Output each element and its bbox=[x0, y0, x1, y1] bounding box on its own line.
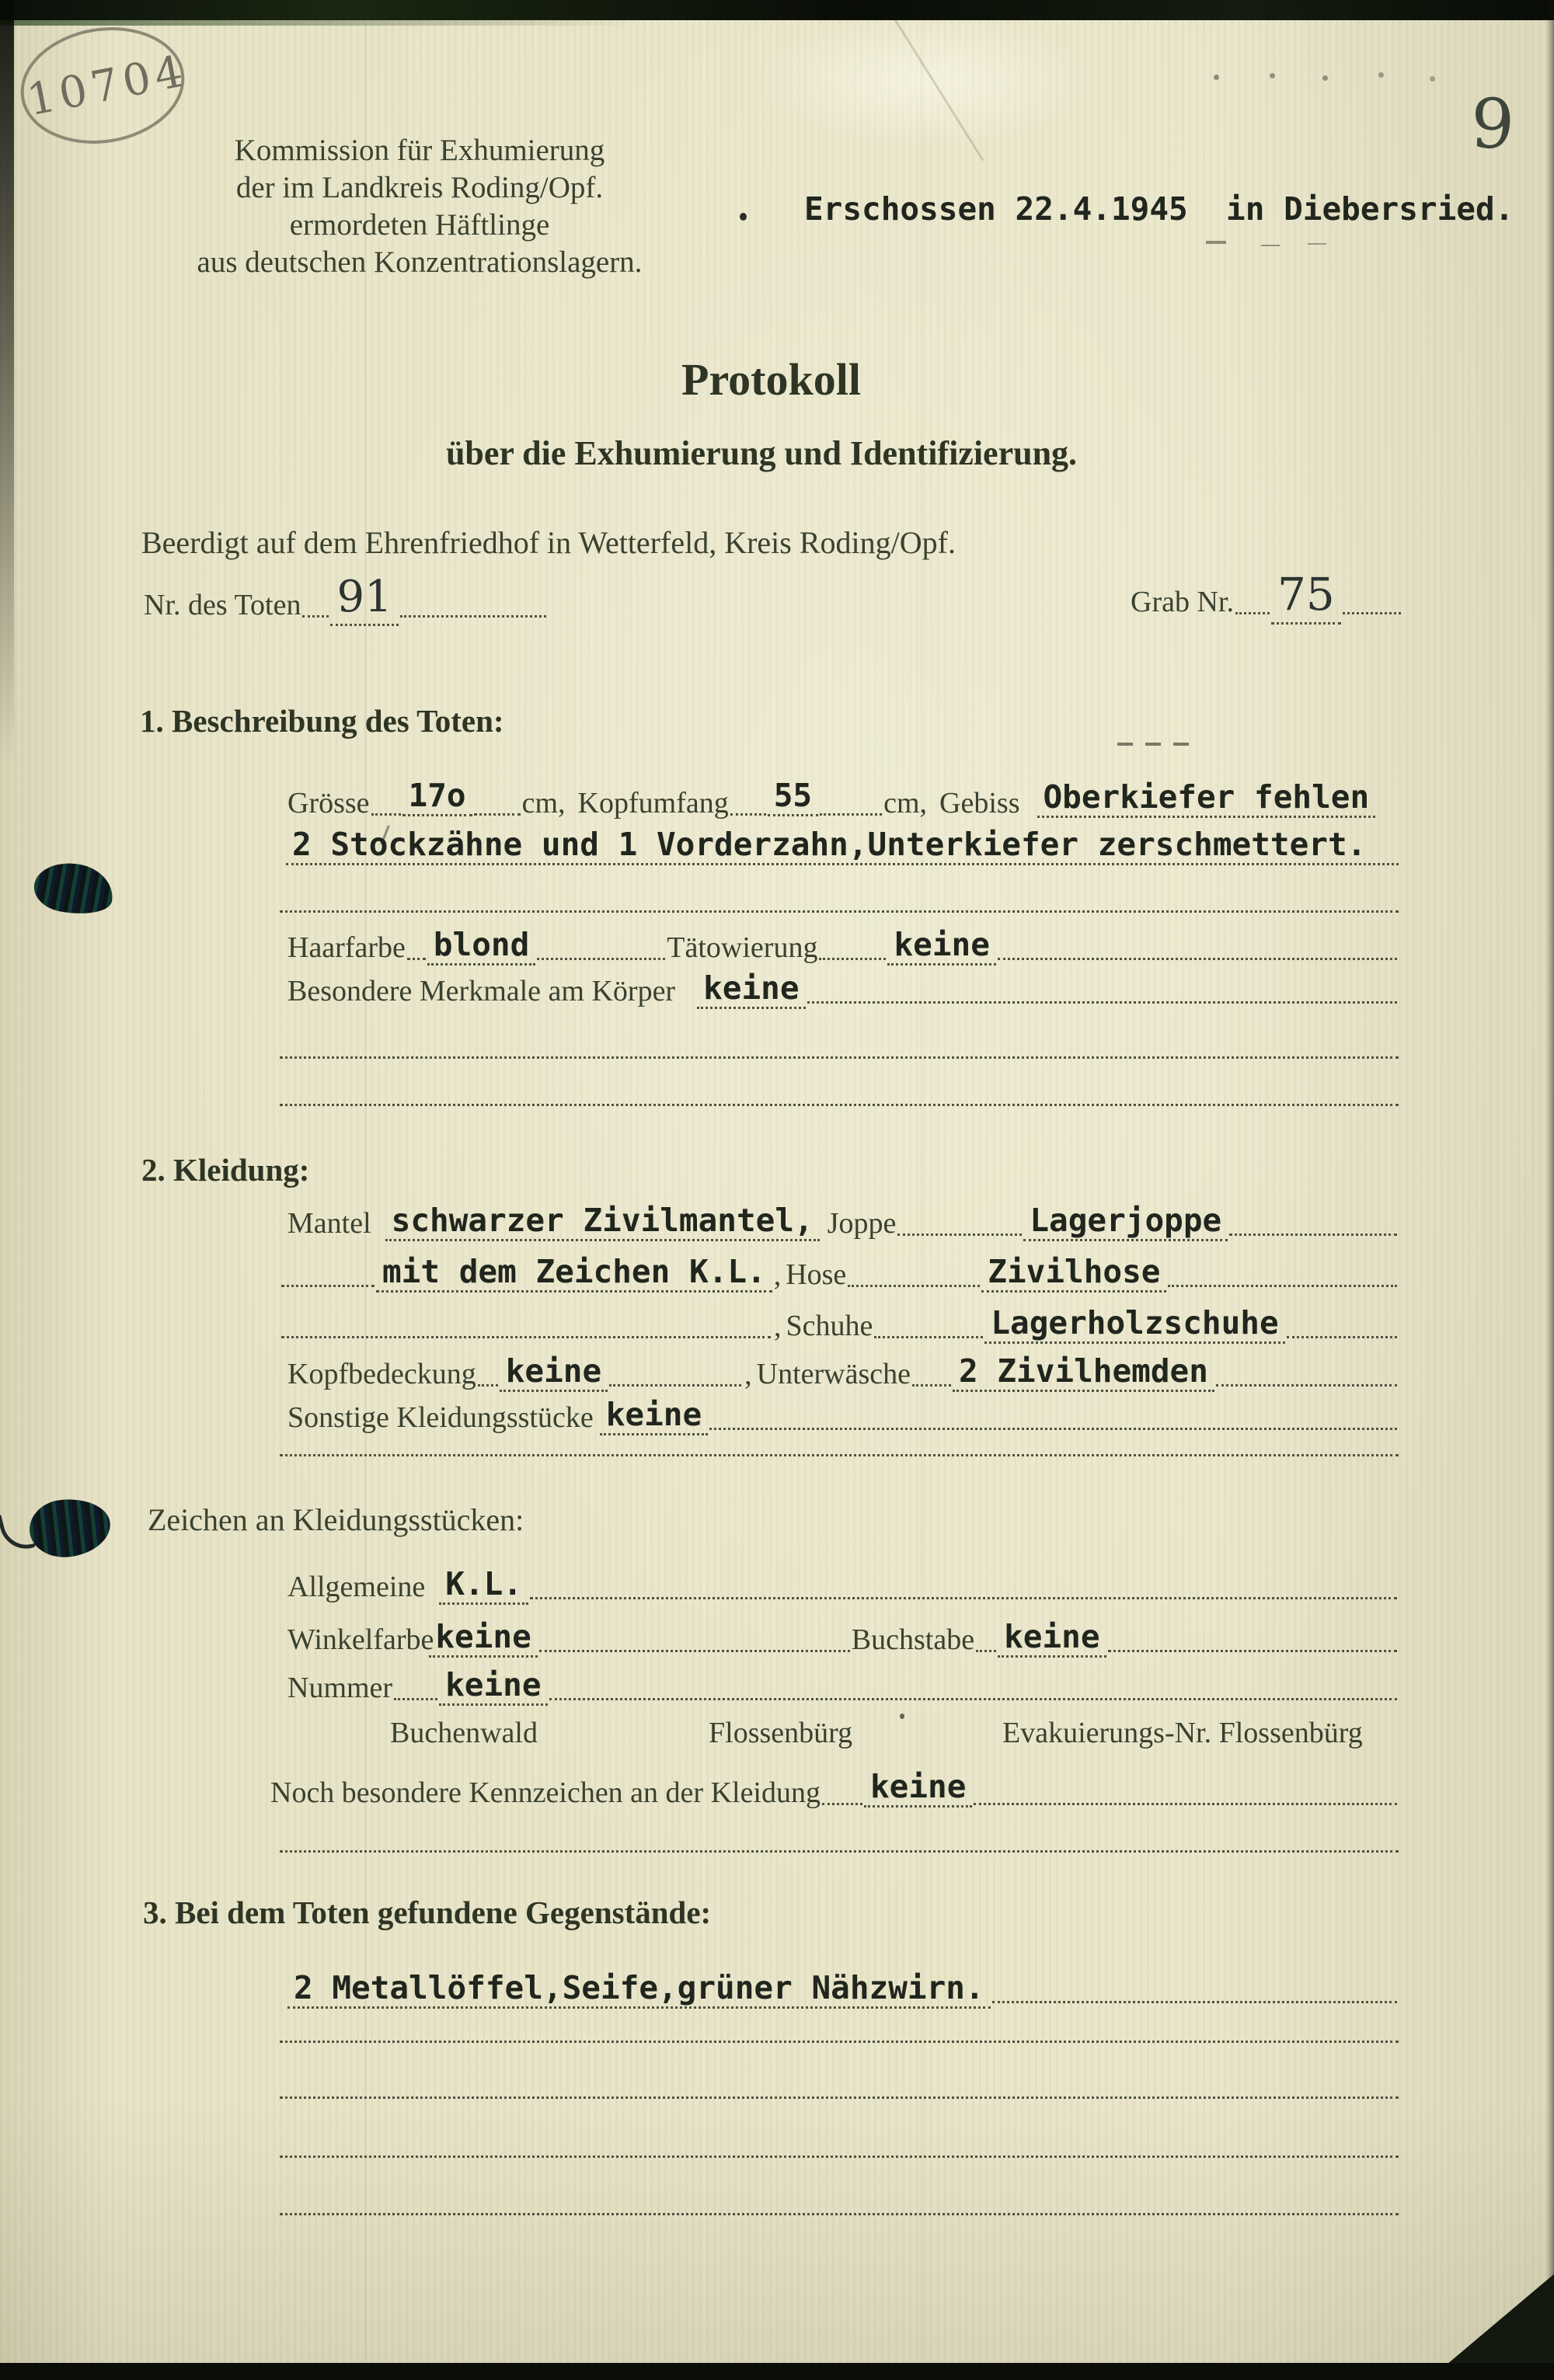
dotted-leader bbox=[1229, 1233, 1397, 1236]
section1-heading: 1. Beschreibung des Toten: bbox=[140, 703, 504, 739]
shoes-value: Lagerholzschuhe bbox=[984, 1307, 1284, 1344]
tattoo-value: keine bbox=[887, 928, 995, 966]
dotted-leader bbox=[371, 813, 401, 816]
dead-number-value: 91 bbox=[330, 572, 398, 626]
separator-dotted-line bbox=[280, 1104, 1399, 1106]
burial-line: Beerdigt auf dem Ehrenfriedhof in Wetterfeld, Kreis Roding/Opf. bbox=[141, 525, 956, 560]
film-edge-top-tint bbox=[0, 20, 855, 26]
typed-period-mark bbox=[740, 213, 747, 221]
dotted-leader bbox=[407, 958, 426, 960]
coat-value: schwarzer Zivilmantel, bbox=[385, 1204, 820, 1241]
height-label: Grösse bbox=[287, 787, 370, 820]
hair-color-value: blond bbox=[427, 928, 535, 966]
ink-blot bbox=[26, 1495, 113, 1561]
triangle-color-value: keine bbox=[429, 1620, 537, 1658]
dotted-leader bbox=[912, 1384, 951, 1387]
dotted-leader bbox=[281, 1336, 771, 1338]
jacket-value: Lagerjoppe bbox=[1023, 1204, 1228, 1241]
letter-value: keine bbox=[998, 1620, 1106, 1658]
trousers-label: Hose bbox=[786, 1258, 847, 1292]
dotted-leader bbox=[874, 1336, 983, 1338]
dotted-leader bbox=[819, 958, 886, 960]
document-subtitle: über die Exhumierung und Identifizierung. bbox=[445, 434, 1078, 472]
triangle-color-label: Winkelfarbe bbox=[287, 1623, 434, 1657]
letter-label: Buchstabe bbox=[851, 1623, 975, 1657]
section3-heading: 3. Bei dem Toten gefundene Gegenstände: bbox=[143, 1895, 712, 1930]
separator-dotted-line bbox=[280, 1056, 1399, 1059]
section2-heading: 2. Kleidung: bbox=[141, 1152, 310, 1188]
dotted-leader bbox=[474, 813, 521, 816]
special-marks-value: keine bbox=[864, 1770, 972, 1808]
dotted-leader bbox=[998, 958, 1397, 960]
dotted-leader bbox=[478, 1384, 498, 1387]
dotted-leader bbox=[539, 1650, 850, 1652]
camp-evacuation-label: Evakuierungs-Nr. Flossenbürg bbox=[1002, 1717, 1363, 1749]
jacket-label: Joppe bbox=[827, 1207, 897, 1240]
comma-mark: , bbox=[774, 1310, 782, 1343]
dotted-leader bbox=[848, 1285, 980, 1287]
dotted-leader bbox=[730, 813, 766, 816]
underwear-value: 2 Zivilhemden bbox=[953, 1355, 1214, 1392]
film-edge-right bbox=[1546, 0, 1554, 2380]
headgear-label: Kopfbedeckung bbox=[287, 1358, 476, 1391]
cm-unit: cm, bbox=[883, 787, 928, 820]
coat-value-line2: mit dem Zeichen K.L. bbox=[376, 1255, 772, 1293]
special-marks-row bbox=[270, 1769, 1399, 1811]
underwear-label: Unterwäsche bbox=[756, 1358, 911, 1391]
grave-number-row bbox=[1131, 568, 1402, 621]
empty-dotted-line bbox=[280, 2156, 1399, 2158]
head-circumference-label: Kopfumfang bbox=[577, 787, 729, 820]
dotted-leader bbox=[974, 1803, 1397, 1805]
letterhead-line: der im Landkreis Roding/Opf. bbox=[235, 171, 604, 204]
dotted-leader bbox=[537, 958, 665, 960]
body-marks-value: keine bbox=[697, 972, 805, 1009]
separator-dotted-line bbox=[280, 1454, 1399, 1456]
dotted-leader bbox=[976, 1650, 996, 1652]
dead-number-label: Nr. des Toten bbox=[144, 589, 301, 622]
coat-label: Mantel bbox=[287, 1207, 371, 1240]
typed-dot-mark bbox=[900, 1714, 904, 1719]
general-marks-row bbox=[287, 1563, 1399, 1605]
teeth-label: Gebiss bbox=[939, 787, 1020, 820]
height-value: 17o bbox=[402, 779, 472, 816]
document-title: Protokoll bbox=[681, 354, 861, 405]
empty-dotted-line bbox=[280, 2213, 1399, 2215]
dotted-leader bbox=[1235, 612, 1270, 614]
letterhead-line: aus deutschen Konzentrationslagern. bbox=[197, 245, 643, 279]
number-value: keine bbox=[439, 1668, 547, 1706]
comma-mark: , bbox=[773, 1259, 782, 1292]
hair-tattoo-row bbox=[287, 924, 1399, 966]
dotted-leader bbox=[822, 1803, 862, 1805]
other-clothing-label: Sonstige Kleidungsstücke bbox=[287, 1401, 594, 1435]
coat2-hose-row bbox=[280, 1251, 1399, 1293]
number-label: Nummer bbox=[287, 1672, 393, 1705]
teeth-value: Oberkiefer fehlen bbox=[1037, 781, 1376, 818]
dotted-leader bbox=[394, 1698, 437, 1700]
dead-number-row bbox=[144, 572, 548, 623]
headgear-value: keine bbox=[500, 1355, 608, 1392]
paper-bright-patch bbox=[754, 14, 1096, 146]
letterhead-line: Kommission für Exhumierung bbox=[234, 134, 605, 167]
number-row bbox=[287, 1664, 1399, 1706]
grave-number-label: Grab Nr. bbox=[1131, 586, 1234, 619]
typed-death-note: Erschossen 22.4.1945 in Diebersried. bbox=[804, 190, 1514, 228]
dotted-leader bbox=[1108, 1650, 1397, 1652]
special-marks-label: Noch besondere Kennzeichen an der Kleidung bbox=[270, 1776, 821, 1810]
dotted-leader bbox=[549, 1698, 1398, 1700]
marks-heading: Zeichen an Kleidungsstücken: bbox=[148, 1502, 524, 1537]
comma-mark: , bbox=[744, 1359, 752, 1391]
dotted-leader bbox=[1287, 1336, 1397, 1338]
dotted-leader bbox=[820, 813, 882, 816]
dotted-leader bbox=[400, 615, 546, 618]
found-objects-value: 2 Metallöffel,Seife,grüner Nähzwirn. bbox=[287, 1971, 991, 2009]
teeth-value-line2: 2 Stockzähne und 1 Vorderzahn,Unterkiefer zerschmettert. bbox=[286, 828, 1399, 865]
grave-number-value: 75 bbox=[1271, 568, 1341, 625]
other-clothing-row bbox=[287, 1394, 1399, 1435]
page-corner-shadow bbox=[1447, 2273, 1554, 2364]
tattoo-label: Tätowierung bbox=[667, 931, 818, 965]
stamp-number: 10704 bbox=[23, 45, 192, 127]
trousers-value: Zivilhose bbox=[981, 1255, 1166, 1293]
letterhead bbox=[162, 132, 678, 281]
teeth-continuation-row bbox=[286, 823, 1399, 865]
general-marks-value: K.L. bbox=[439, 1568, 528, 1605]
found-objects-row bbox=[287, 1967, 1399, 2009]
empty-dotted-line bbox=[280, 2096, 1399, 2099]
triangle-color-row bbox=[287, 1616, 1399, 1658]
dotted-leader bbox=[1343, 612, 1401, 614]
dotted-leader bbox=[530, 1597, 1397, 1599]
film-edge-top bbox=[0, 0, 1554, 20]
dotted-leader bbox=[709, 1428, 1397, 1430]
separator-dotted-line bbox=[280, 1850, 1399, 1853]
body-marks-row bbox=[287, 967, 1399, 1009]
other-clothing-value: keine bbox=[600, 1398, 708, 1435]
headgear-underwear-row bbox=[287, 1350, 1399, 1392]
camp-flossenbuerg-label: Flossenbürg bbox=[709, 1717, 853, 1749]
separator-dotted-line bbox=[280, 910, 1399, 913]
dotted-leader bbox=[1216, 1384, 1397, 1387]
film-edge-bottom bbox=[0, 2363, 1554, 2380]
shoes-label: Schuhe bbox=[786, 1310, 873, 1343]
coat-joppe-row bbox=[287, 1199, 1399, 1241]
page-number: 9 bbox=[1469, 83, 1516, 165]
schuhe-row bbox=[280, 1302, 1399, 1344]
head-circumference-value: 55 bbox=[768, 779, 818, 816]
dotted-leader bbox=[807, 1001, 1397, 1004]
dotted-leader bbox=[609, 1384, 741, 1387]
pencil-dots bbox=[1214, 75, 1219, 80]
dotted-leader bbox=[281, 1285, 375, 1287]
ink-blot bbox=[30, 858, 117, 920]
pencil-dashes bbox=[1117, 743, 1195, 746]
empty-dotted-line bbox=[280, 2041, 1399, 2043]
dotted-leader bbox=[302, 615, 329, 618]
dotted-leader bbox=[1168, 1285, 1397, 1287]
dotted-leader bbox=[992, 2001, 1397, 2003]
camp-buchenwald-label: Buchenwald bbox=[390, 1717, 538, 1749]
dotted-leader bbox=[897, 1233, 1022, 1236]
measurements-row bbox=[287, 776, 1422, 821]
cm-unit: cm, bbox=[521, 787, 566, 820]
general-marks-label: Allgemeine bbox=[287, 1571, 426, 1604]
hair-color-label: Haarfarbe bbox=[287, 931, 406, 965]
body-marks-label: Besondere Merkmale am Körper bbox=[287, 975, 676, 1008]
letterhead-line: ermordeten Häftlinge bbox=[289, 208, 550, 242]
pencil-dashes bbox=[1206, 241, 1226, 244]
